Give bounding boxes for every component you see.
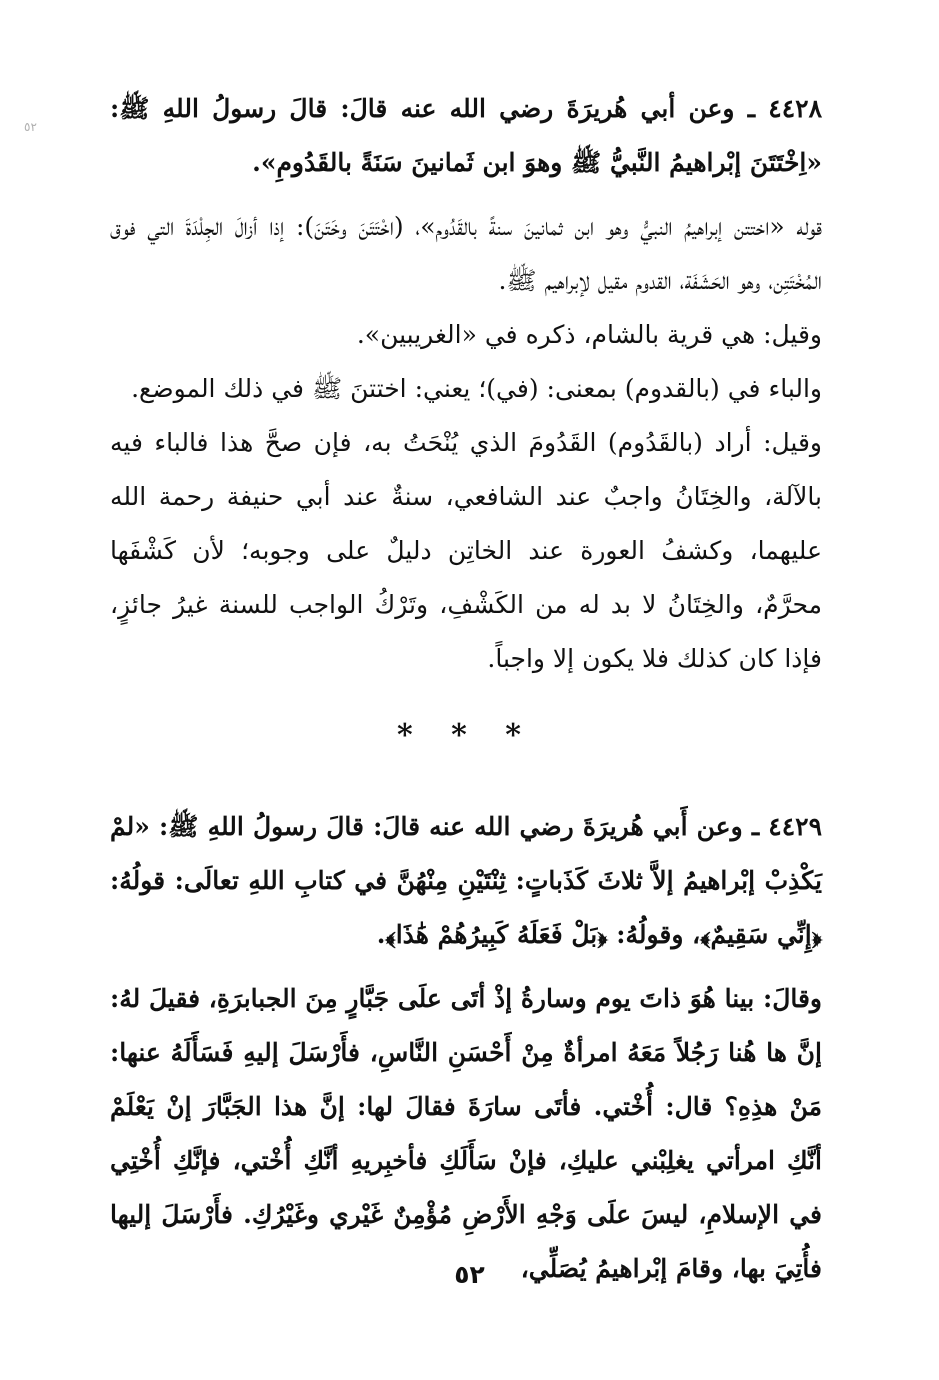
page-number: ٥٢ [454,1260,485,1289]
hadith-4429-story: وقالَ: بينا هُوَ ذاتَ يوم وسارةُ إذْ أتَى علَى جَبَّارٍ مِنَ الجبابرَةِ، فقيلَ لهُ: إنَّ ها هُنا رَجُلاً مَعَهُ امرأةٌ مِنْ أَحْسَنِ النَّاسِ، فأَرْسَلَ إليهِ فَسَأَلَهُ عنها: مَنْ هذِهِ؟ قال: أُخْتي. فأتَى سارَةَ فقالَ لها: إنَّ هذا الجَبَّارَ إنْ يَعْلَمْ أنَّكِ امرأتي يغلِبْني عليكِ، فإنْ سَأَلَكِ فأخبِريهِ أنَّكِ أُخْتي، فإنَّكِ أُخْتِي في الإسلامِ، ليسَ علَى وَجْهِ الأَرْضِ مُؤْمِنٌ غَيْري وغَيْرُكِ. فأَرْسَلَ إليها فأُتِيَ بها، وقامَ إبْراهيمُ يُصَلِّي، [110,984,822,1283]
commentary-paragraph: وقيل: هي قرية بالشام، ذكره في «الغريبين». [356,320,822,349]
hadith-4428: ٤٤٢٨ ـ وعن أبي هُريرَةَ رضي الله عنه قالَ: قالَ رسولُ اللهِ ﷺ: «اِخْتَتَنَ إبْراهيمُ النَّبيُّ ﷺ وهوَ ابن ثَمانينَ سَنَةً بالقَدُومِ». [110,94,822,177]
page-body [110,82,822,1296]
hadith-4429-intro: ٤٤٢٩ ـ وعن أَبي هُريرَةَ رضي الله عنه قالَ: قالَ رسولُ اللهِ ﷺ: «لمْ يَكْذِبْ إبْراهيمُ إلاَّ ثلاثَ كَذَباتٍ: ثِنْتَيْنِ مِنْهُنَّ في كتابِ اللهِ تعالَى: قولُهُ: ﴿إِنِّي سَقِيمٌ﴾، وقولُهُ: ﴿بَلْ فَعَلَهُ كَبِيرُهُمْ هَٰذَا﴾. [110,812,822,949]
margin-mark: ٥٢ [24,120,37,134]
commentary-paragraph: وقيل: أراد (بالقَدُوم) القَدُومَ الذي يُنْحَتُ به، فإن صحَّ هذا فالباء فيه بالآلة، والخِتَانُ واجبٌ عند الشافعي، سنةٌ عند أبي حنيفة رحمة الله عليهما، وكشفُ العورة عند الخاتِن دليلٌ على وجوبه؛ لأن كَشْفَها محرَّمٌ، والخِتَانُ لا بد له من الكَشْفِ، وتَرْكُ الواجب للسنة غيرُ جائزٍ، فإذا كان كذلك فلا يكون إلا واجباً. [110,428,822,673]
commentary-paragraph: والباء في (بالقدوم) بمعنى: (في)؛ يعني: اختتنَ ﷺ في ذلك الموضع. [131,374,822,403]
commentary-paragraph: قوله «اختتن إبراهيمُ النبيُّ وهو ابن ثمانينَ سنةً بالقَدُوم»، (اخْتَتَنَ وخَتَنَ): إذا أزالَ الجِلْدَةَ التي فوق المُخْتَتِن، وهو الحَشَفَة، القدوم مقيل لإبراهيم ﷺ. [110,212,822,295]
section-separator: * * * [397,718,535,753]
